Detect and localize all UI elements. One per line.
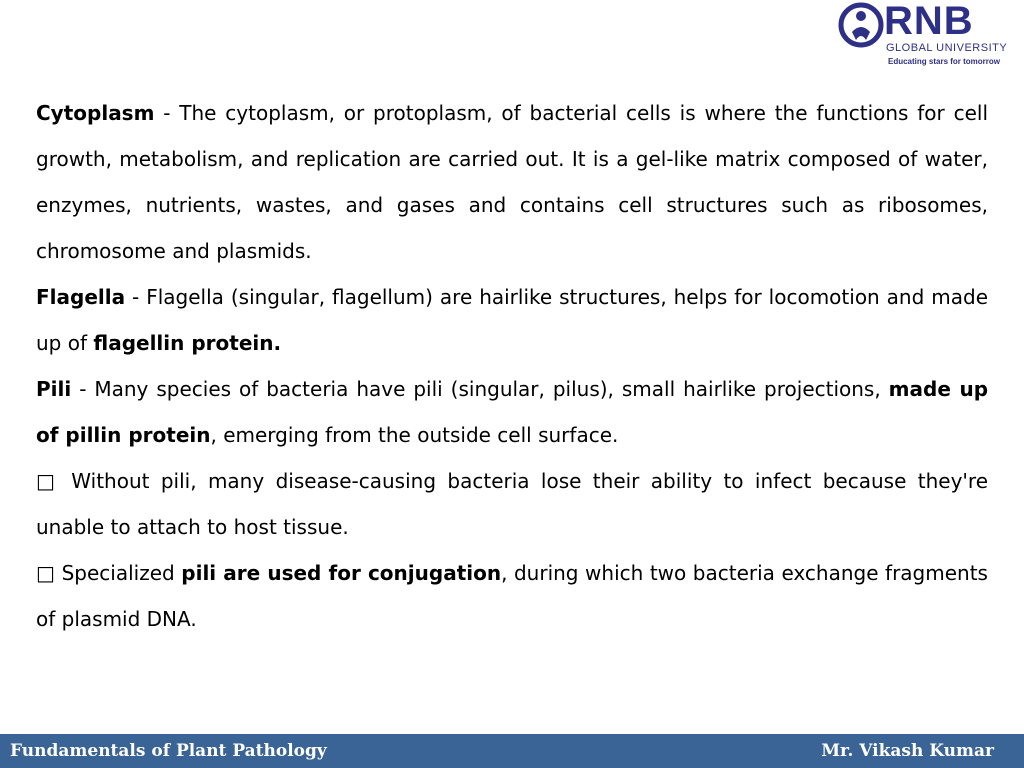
term-cytoplasm: Cytoplasm — [36, 101, 155, 125]
logo-subtitle: GLOBAL UNIVERSITY — [886, 42, 1008, 54]
bullet-marker-icon: □ — [36, 469, 60, 493]
paragraph-pili — [36, 366, 988, 458]
bullet-marker-icon: □ — [36, 561, 56, 585]
bullet-item-2 — [36, 550, 988, 642]
paragraph-cytoplasm — [36, 90, 988, 274]
cytoplasm-text: - The cytoplasm, or protoplasm, of bacterial cells is where the functions for cell growth, metabolism, and replication are carried out. It is a gel-like matrix composed of water, enzymes, nutrients, wastes, and gases and contains cell structures such as ribosomes, chromosome and plasmids. — [36, 101, 988, 263]
slide-body — [36, 90, 988, 642]
footer-author: Mr. Vikash Kumar — [821, 741, 994, 761]
footer-bar — [0, 734, 1024, 768]
logo-tagline: Educating stars for tomorrow — [888, 57, 1001, 66]
flagella-text: - Flagella (singular, flagellum) are hairlike structures, helps for locomotion and made up of — [36, 285, 988, 355]
term-flagella: Flagella — [36, 285, 126, 309]
pili-text-end: , emerging from the outside cell surface. — [210, 423, 619, 447]
pili-text: - Many species of bacteria have pili (singular, pilus), small hairlike projections, — [71, 377, 889, 401]
bullet-2-bold: pili are used for conjugation — [181, 561, 502, 585]
pili-bold: made up of pillin protein — [36, 377, 989, 447]
logo-wordmark: RNB — [884, 0, 974, 43]
bullet-item-1 — [36, 458, 988, 550]
university-logo — [834, 0, 1024, 70]
flagella-bold: flagellin protein. — [93, 331, 282, 355]
bullet-2-text-end: , during which two bacteria exchange fragments of plasmid DNA. — [36, 561, 988, 631]
term-pili: Pili — [36, 377, 72, 401]
logo-emblem-icon — [838, 2, 884, 48]
bullet-1-text: Without pili, many disease-causing bacteria lose their ability to infect because they're unable to attach to host tissue. — [36, 469, 988, 539]
paragraph-flagella — [36, 274, 988, 366]
bullet-2-text-start: Specialized — [55, 561, 182, 585]
footer-course-title: Fundamentals of Plant Pathology — [10, 741, 327, 761]
